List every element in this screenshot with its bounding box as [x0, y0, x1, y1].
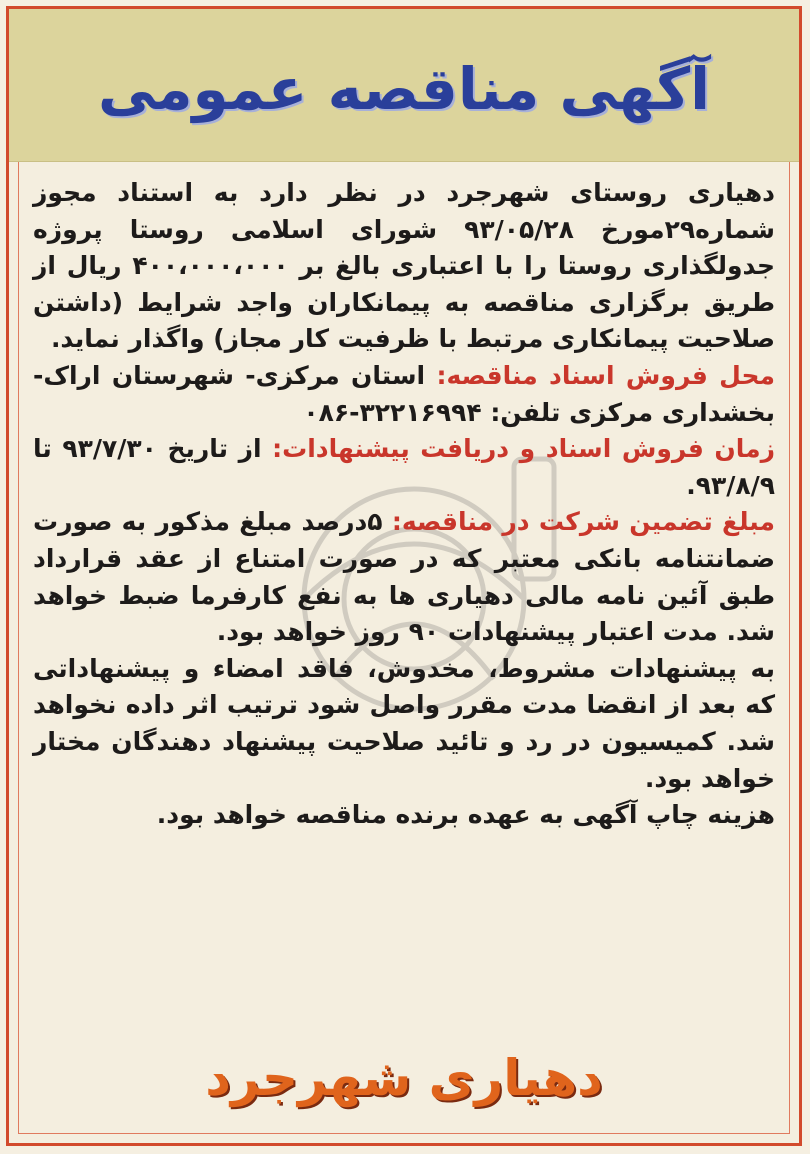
- location-paragraph: [33, 358, 775, 431]
- time-text: از تاریخ ۹۳/۷/۳۰ تا ۹۳/۸/۹.: [33, 434, 775, 500]
- notice-header: [9, 9, 799, 162]
- notice-body: [33, 175, 775, 834]
- location-label: محل فروش اسناد مناقصه:: [436, 360, 775, 390]
- guarantee-paragraph: [33, 504, 775, 650]
- notice-title: آگهی مناقصه عمومی: [97, 55, 711, 123]
- cost-paragraph: هزینه چاپ آگهی به عهده برنده مناقصه خواهد بود.: [156, 800, 775, 830]
- time-paragraph: [33, 431, 775, 504]
- signature: دهیاری شهرجرد: [205, 1049, 603, 1107]
- guarantee-text: ۵درصد مبلغ مذکور به صورت ضمانتنامه بانکی معتبر که در صورت امتناع از عقد قرارداد طبق آئین نامه مالی دهیاری ها به نفع کارفرما ضبط خواهد شد. مدت اعتبار پیشنهادات ۹۰ روز خواهد بود.: [33, 507, 775, 647]
- intro-paragraph: دهیاری روستای شهرجرد در نظر دارد به استناد مجوز شماره۲۹مورخ ۹۳/۰۵/۲۸ شورای اسلامی روستا پروژه جدولگذاری روستا را با اعتباری بالغ بر ۴۰۰،۰۰۰،۰۰۰ ریال از طریق برگزاری مناقصه به پیمانکاران واجد شرایط (داشتن صلاحیت پیمانکاری مرتبط با ظرفیت کار مجاز) واگذار نماید.: [33, 178, 776, 354]
- notice-frame: [6, 6, 802, 1146]
- conditions-paragraph: به پیشنهادات مشروط، مخدوش، فاقد امضاء و پیشنهاداتی که بعد از انقضا مدت مقرر واصل شود ترتیب اثر داده نخواهد شد. کمیسیون در رد و تائید صلاحیت پیشنهاد دهندگان مختار خواهد بود.: [33, 653, 775, 793]
- time-label: زمان فروش اسناد و دریافت پیشنهادات:: [272, 434, 775, 464]
- location-text: استان مرکزی- شهرستان اراک- بخشداری مرکزی تلفن: ۳۲۲۱۶۹۹۴-۰۸۶: [33, 360, 775, 427]
- guarantee-label: مبلغ تضمین شرکت در مناقصه:: [391, 507, 775, 537]
